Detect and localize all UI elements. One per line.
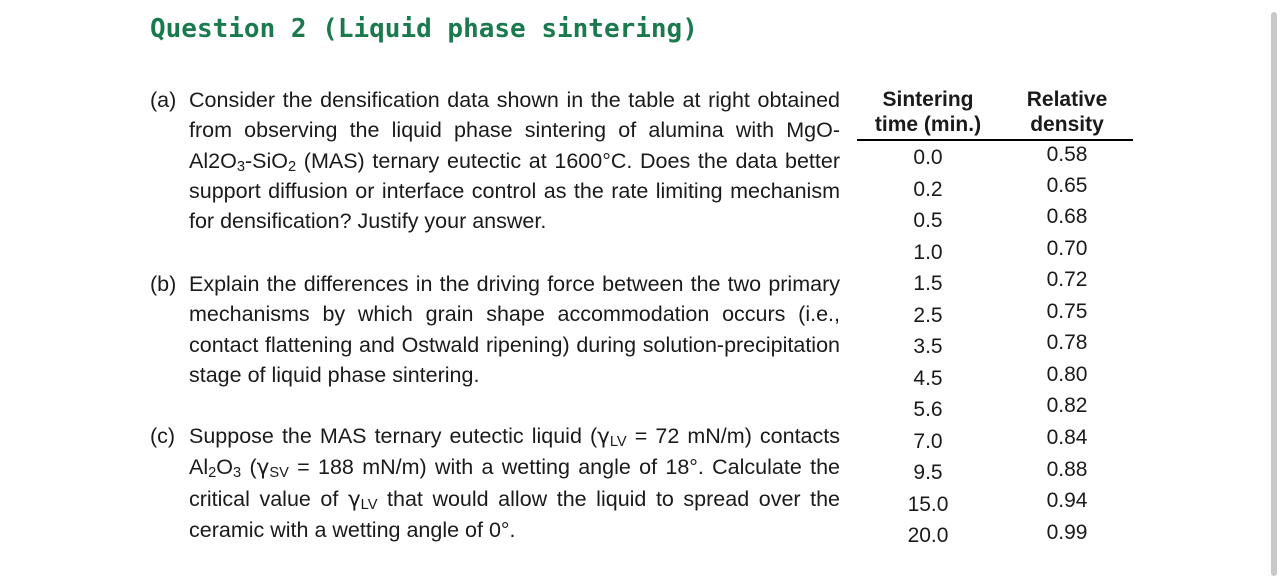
table-cell: 1.5 — [913, 272, 943, 295]
table-cell: 7.0 — [913, 430, 943, 453]
table-cell: 9.5 — [913, 461, 943, 484]
table-cell: 0.5 — [913, 209, 943, 232]
part-b-text: Explain the differences in the driving force between the two primary mechanisms by which grain shape accommodation occurs (i.e., contact flattening and Ostwald ripening) during solution-precipitation stage of liquid phase sintering. — [189, 272, 840, 387]
table-cell: 15.0 — [907, 493, 949, 516]
table-cell: 0.70 — [1046, 237, 1088, 260]
part-a-text: Consider the densification data shown in the table at right obtained from observing the liquid phase sintering of alumina with MgO-$Al2O_3-SiO_2$ (MAS) ternary eutectic at 1600°C. Does the data better support diffusion or interface control as the rate limiting mechanism for densification? Justify your answer. — [189, 88, 840, 234]
table-cell: 0.94 — [1046, 489, 1088, 512]
time-column — [857, 142, 999, 562]
table-header — [857, 87, 1133, 141]
part-c-text: Suppose the MAS ternary eutectic liquid ($\gamma_{LV} = 72$ mN/m) contacts $Al_2O_3$ ($\gamma_{SV} = 188$ mN/m) with a wetting angle of 18°. Calculate the critical value of $\gamma_{LV}$ that would allow the liquid to spread over the ceramic with a wetting angle of 0°. — [189, 424, 841, 542]
part-c — [150, 421, 840, 545]
table-cell: 5.6 — [913, 398, 943, 421]
table-cell: 20.0 — [907, 524, 949, 547]
header-relative-density — [1002, 87, 1132, 137]
table-cell: 0.78 — [1046, 331, 1088, 354]
question-title: Question 2 (Liquid phase sintering) — [150, 14, 698, 44]
table-cell: 1.0 — [913, 241, 943, 264]
part-b-label: (b) — [150, 272, 177, 296]
part-c-label: (c) — [150, 424, 176, 448]
header-line: Sintering — [882, 88, 974, 111]
table-cell: 2.5 — [913, 304, 943, 327]
part-a-label: (a) — [150, 88, 177, 112]
table-cell: 0.84 — [1046, 426, 1088, 449]
table-cell: 4.5 — [913, 367, 943, 390]
table-cell: 0.82 — [1046, 394, 1088, 417]
density-column — [1002, 142, 1132, 562]
table-cell: 0.2 — [913, 178, 943, 201]
table-cell: 0.58 — [1046, 143, 1088, 166]
header-line: density — [1030, 113, 1104, 136]
table-cell: 0.65 — [1046, 174, 1088, 197]
table-cell: 0.0 — [913, 146, 943, 169]
densification-table — [857, 87, 1133, 547]
table-cell: 0.88 — [1046, 458, 1088, 481]
scrollbar[interactable] — [1271, 12, 1277, 576]
table-cell: 0.80 — [1046, 363, 1088, 386]
header-line: time (min.) — [874, 113, 982, 136]
part-b — [150, 269, 840, 390]
header-sintering-time — [857, 87, 999, 137]
part-a — [150, 85, 840, 236]
table-cell: 0.75 — [1046, 300, 1088, 323]
table-cell: 0.72 — [1046, 268, 1088, 291]
header-line: Relative — [1026, 88, 1108, 111]
table-cell: 0.68 — [1046, 205, 1088, 228]
table-cell: 3.5 — [913, 335, 943, 358]
table-cell: 0.99 — [1046, 521, 1088, 544]
